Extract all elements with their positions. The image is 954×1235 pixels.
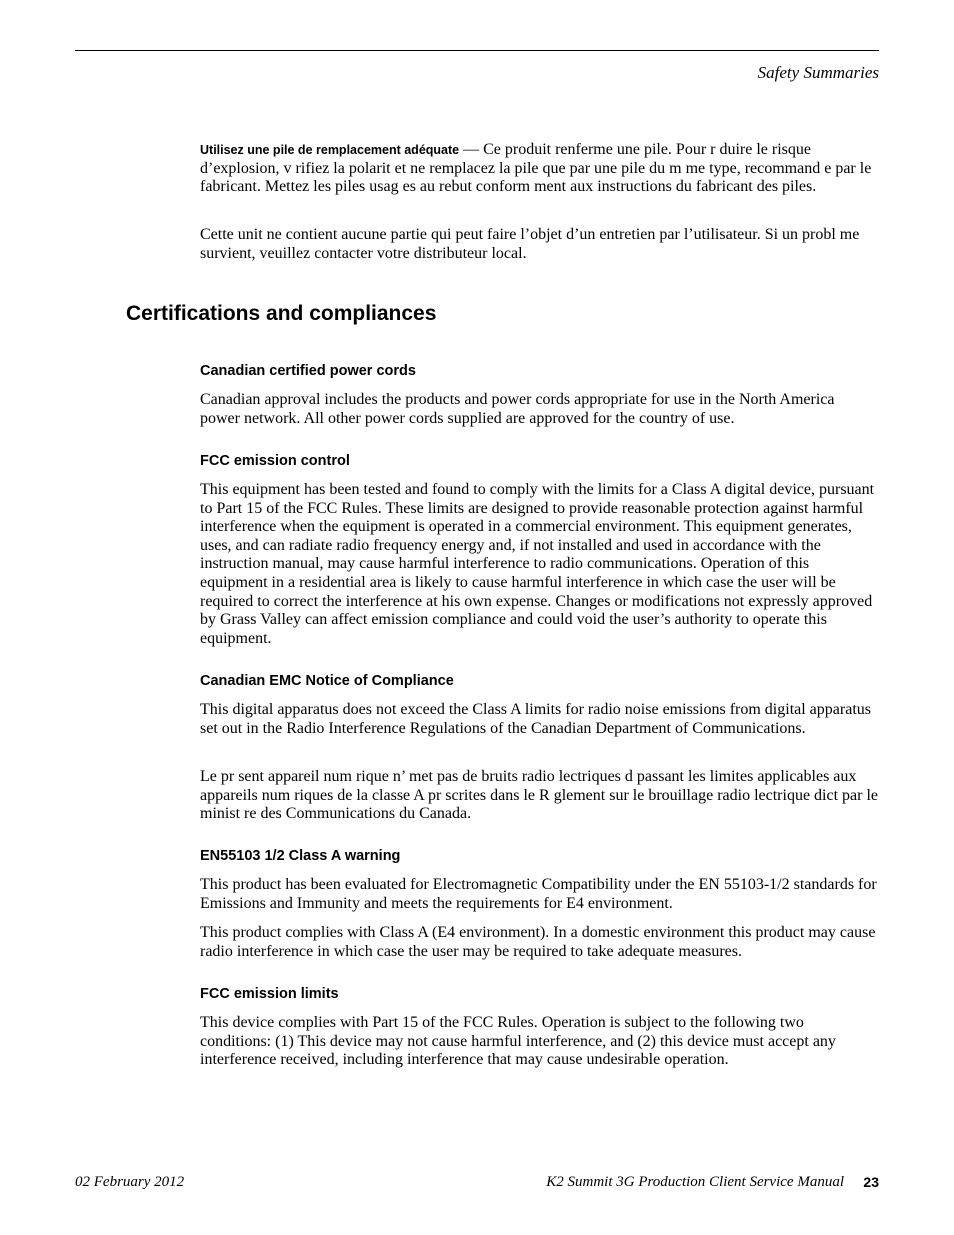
heading-en55103: EN55103 1/2 Class A warning xyxy=(200,848,401,864)
section-title: Certifications and compliances xyxy=(126,302,437,325)
header-rule xyxy=(75,50,879,51)
paragraph-canadian-emc-fr: Le pr sent appareil num rique n’ met pas de bruits radio lectriques d passant les limites applicables aux appareils num riques de la classe A pr scrites dans le R glement sur le brouillage radio lectrique dict par le minist re des Communications du Canada. xyxy=(200,768,879,823)
battery-warning-text: — Ce produit renferme une pile. Pour r duire le risque d’explosion, v rifiez la polarit et ne remplacez la pile que par une pile du m me type, recommand e par le fabricant. Mettez les piles usag es au rebut conform ment aux instructions du fabricant des piles. xyxy=(200,141,872,196)
heading-canadian-power-cords: Canadian certified power cords xyxy=(200,363,416,379)
footer-page-number: 23 xyxy=(863,1174,879,1190)
heading-fcc-emission-limits: FCC emission limits xyxy=(200,986,339,1002)
paragraph-canadian-emc-en: This digital apparatus does not exceed the Class A limits for radio noise emissions from digital apparatus set out in the Radio Interference Regulations of the Canadian Department of Communications. xyxy=(200,701,871,737)
heading-canadian-emc: Canadian EMC Notice of Compliance xyxy=(200,673,454,689)
paragraph-fcc-emission-control: This equipment has been tested and found to comply with the limits for a Class A digital device, pursuant to Part 15 of the FCC Rules. These limits are designed to provide reasonable protection against harmful interference when the equipment is operated in a commercial environment. This equipment generates, uses, and can radiate radio frequency energy and, if not installed and used in accordance with the instruction manual, may cause harmful interference to radio communications. Operation of this equipment in a residential area is likely to cause harmful interference in which case the user will be required to correct the interference at his own expense. Changes or modifications not expressly approved by Grass Valley can affect emission compliance and could void the user’s authority to operate this equipment. xyxy=(200,481,875,647)
running-head: Safety Summaries xyxy=(757,63,879,82)
paragraph-canadian-power-cords: Canadian approval includes the products and power cords appropriate for use in the North America power network. All other power cords supplied are approved for the country of use. xyxy=(200,391,835,427)
paragraph-en55103-1: This product has been evaluated for Electromagnetic Compatibility under the EN 55103-1/2 standards for Emissions and Immunity and meets the requirements for E4 environment. xyxy=(200,876,877,912)
service-notice-paragraph: Cette unit ne contient aucune partie qui peut faire l’objet d’un entretien par l’utilisateur. Si un probl me survient, veuillez contacter votre distributeur local. xyxy=(200,226,860,262)
paragraph-fcc-emission-limits: This device complies with Part 15 of the FCC Rules. Operation is subject to the following two conditions: (1) This device may not cause harmful interference, and (2) this device must accept any interference received, including interference that may cause undesirable operation. xyxy=(200,1014,836,1069)
battery-warning-runin: Utilisez une pile de remplacement adéquate xyxy=(200,143,460,157)
footer-manual-title: K2 Summit 3G Production Client Service Manual xyxy=(546,1174,844,1190)
footer-date: 02 February 2012 xyxy=(75,1174,185,1190)
paragraph-en55103-2: This product complies with Class A (E4 environment). In a domestic environment this product may cause radio interference in which case the user may be required to take adequate measures. xyxy=(200,924,876,960)
heading-fcc-emission-control: FCC emission control xyxy=(200,453,350,469)
battery-warning-paragraph xyxy=(200,141,878,197)
